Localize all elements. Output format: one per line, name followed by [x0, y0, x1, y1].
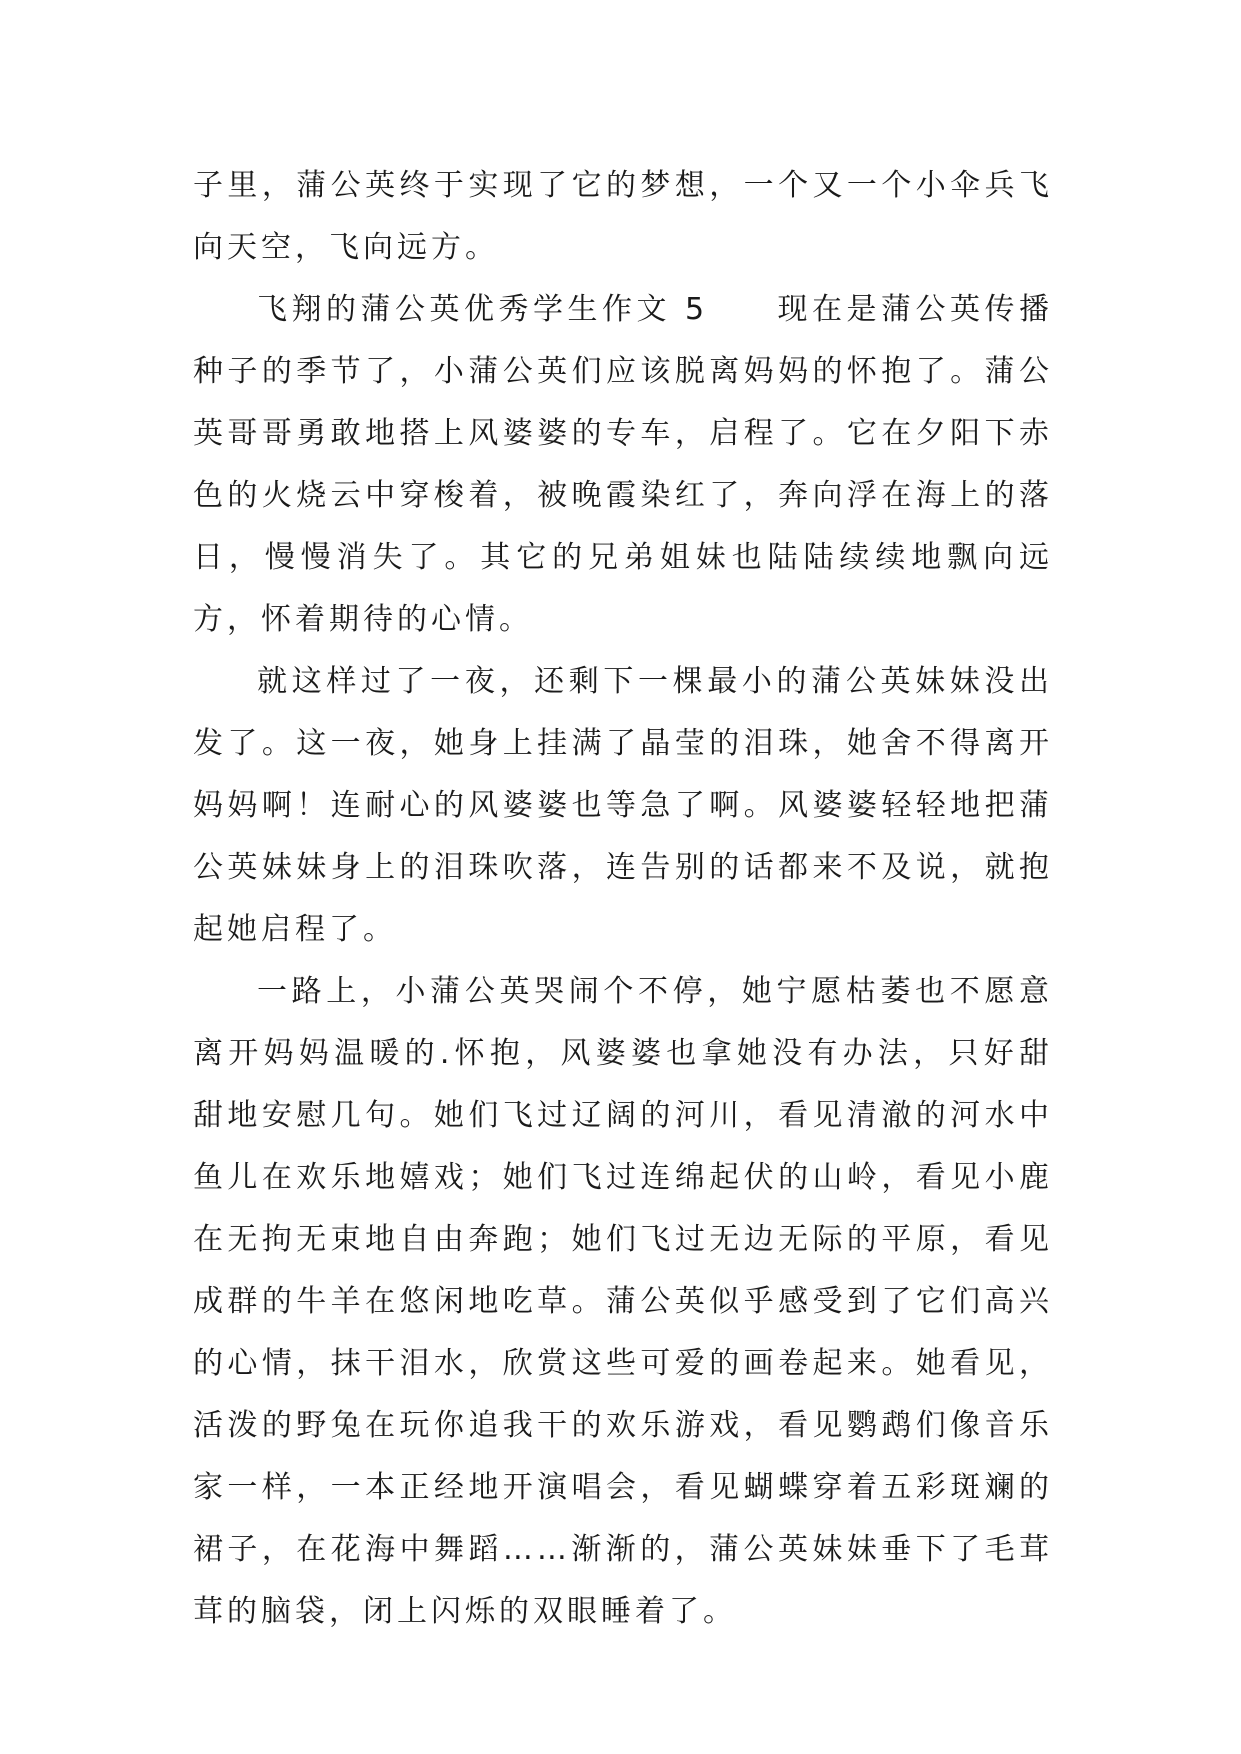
paragraph-night-passes: 就这样过了一夜，还剩下一棵最小的蒲公英妹妹没出发了。这一夜，她身上挂满了晶莹的泪珠，她舍不得离开妈妈啊！连耐心的风婆婆也等急了啊。风婆婆轻轻地把蒲公英妹妹身上的泪珠吹落，连告别的话都来不及说，就抱起她启程了。 — [193, 664, 1053, 947]
document-body — [193, 155, 1053, 1643]
paragraph-journey: 一路上，小蒲公英哭闹个不停，她宁愿枯萎也不愿意离开妈妈温暖的.怀抱，风婆婆也拿她没有办法，只好甜甜地安慰几句。她们飞过辽阔的河川，看见清澈的河水中鱼儿在欢乐地嬉戏；她们飞过连绵起伏的山岭，看见小鹿在无拘无束地自由奔跑；她们飞过无边无际的平原，看见成群的牛羊在悠闲地吃草。蒲公英似乎感受到了它们高兴的心情，抹干泪水，欣赏这些可爱的画卷起来。她看见，活泼的野兔在玩你追我干的欢乐游戏，看见鹦鹉们像音乐家一样，一本正经地开演唱会，看见蝴蝶穿着五彩斑斓的裙子，在花海中舞蹈……渐渐的，蒲公英妹妹垂下了毛茸茸的脑袋，闭上闪烁的双眼睡着了。 — [193, 974, 1053, 1629]
paragraph-essay-5-opening: 飞翔的蒲公英优秀学生作文 5 现在是蒲公英传播种子的季节了，小蒲公英们应该脱离妈妈的怀抱了。蒲公英哥哥勇敢地搭上风婆婆的专车，启程了。它在夕阳下赤色的火烧云中穿梭着，被晚霞染红了，奔向浮在海上的落日，慢慢消失了。其它的兄弟姐妹也陆陆续续地飘向远方，怀着期待的心情。 — [193, 292, 1053, 637]
paragraph-continuation: 子里，蒲公英终于实现了它的梦想，一个又一个小伞兵飞向天空，飞向远方。 — [193, 168, 1053, 265]
